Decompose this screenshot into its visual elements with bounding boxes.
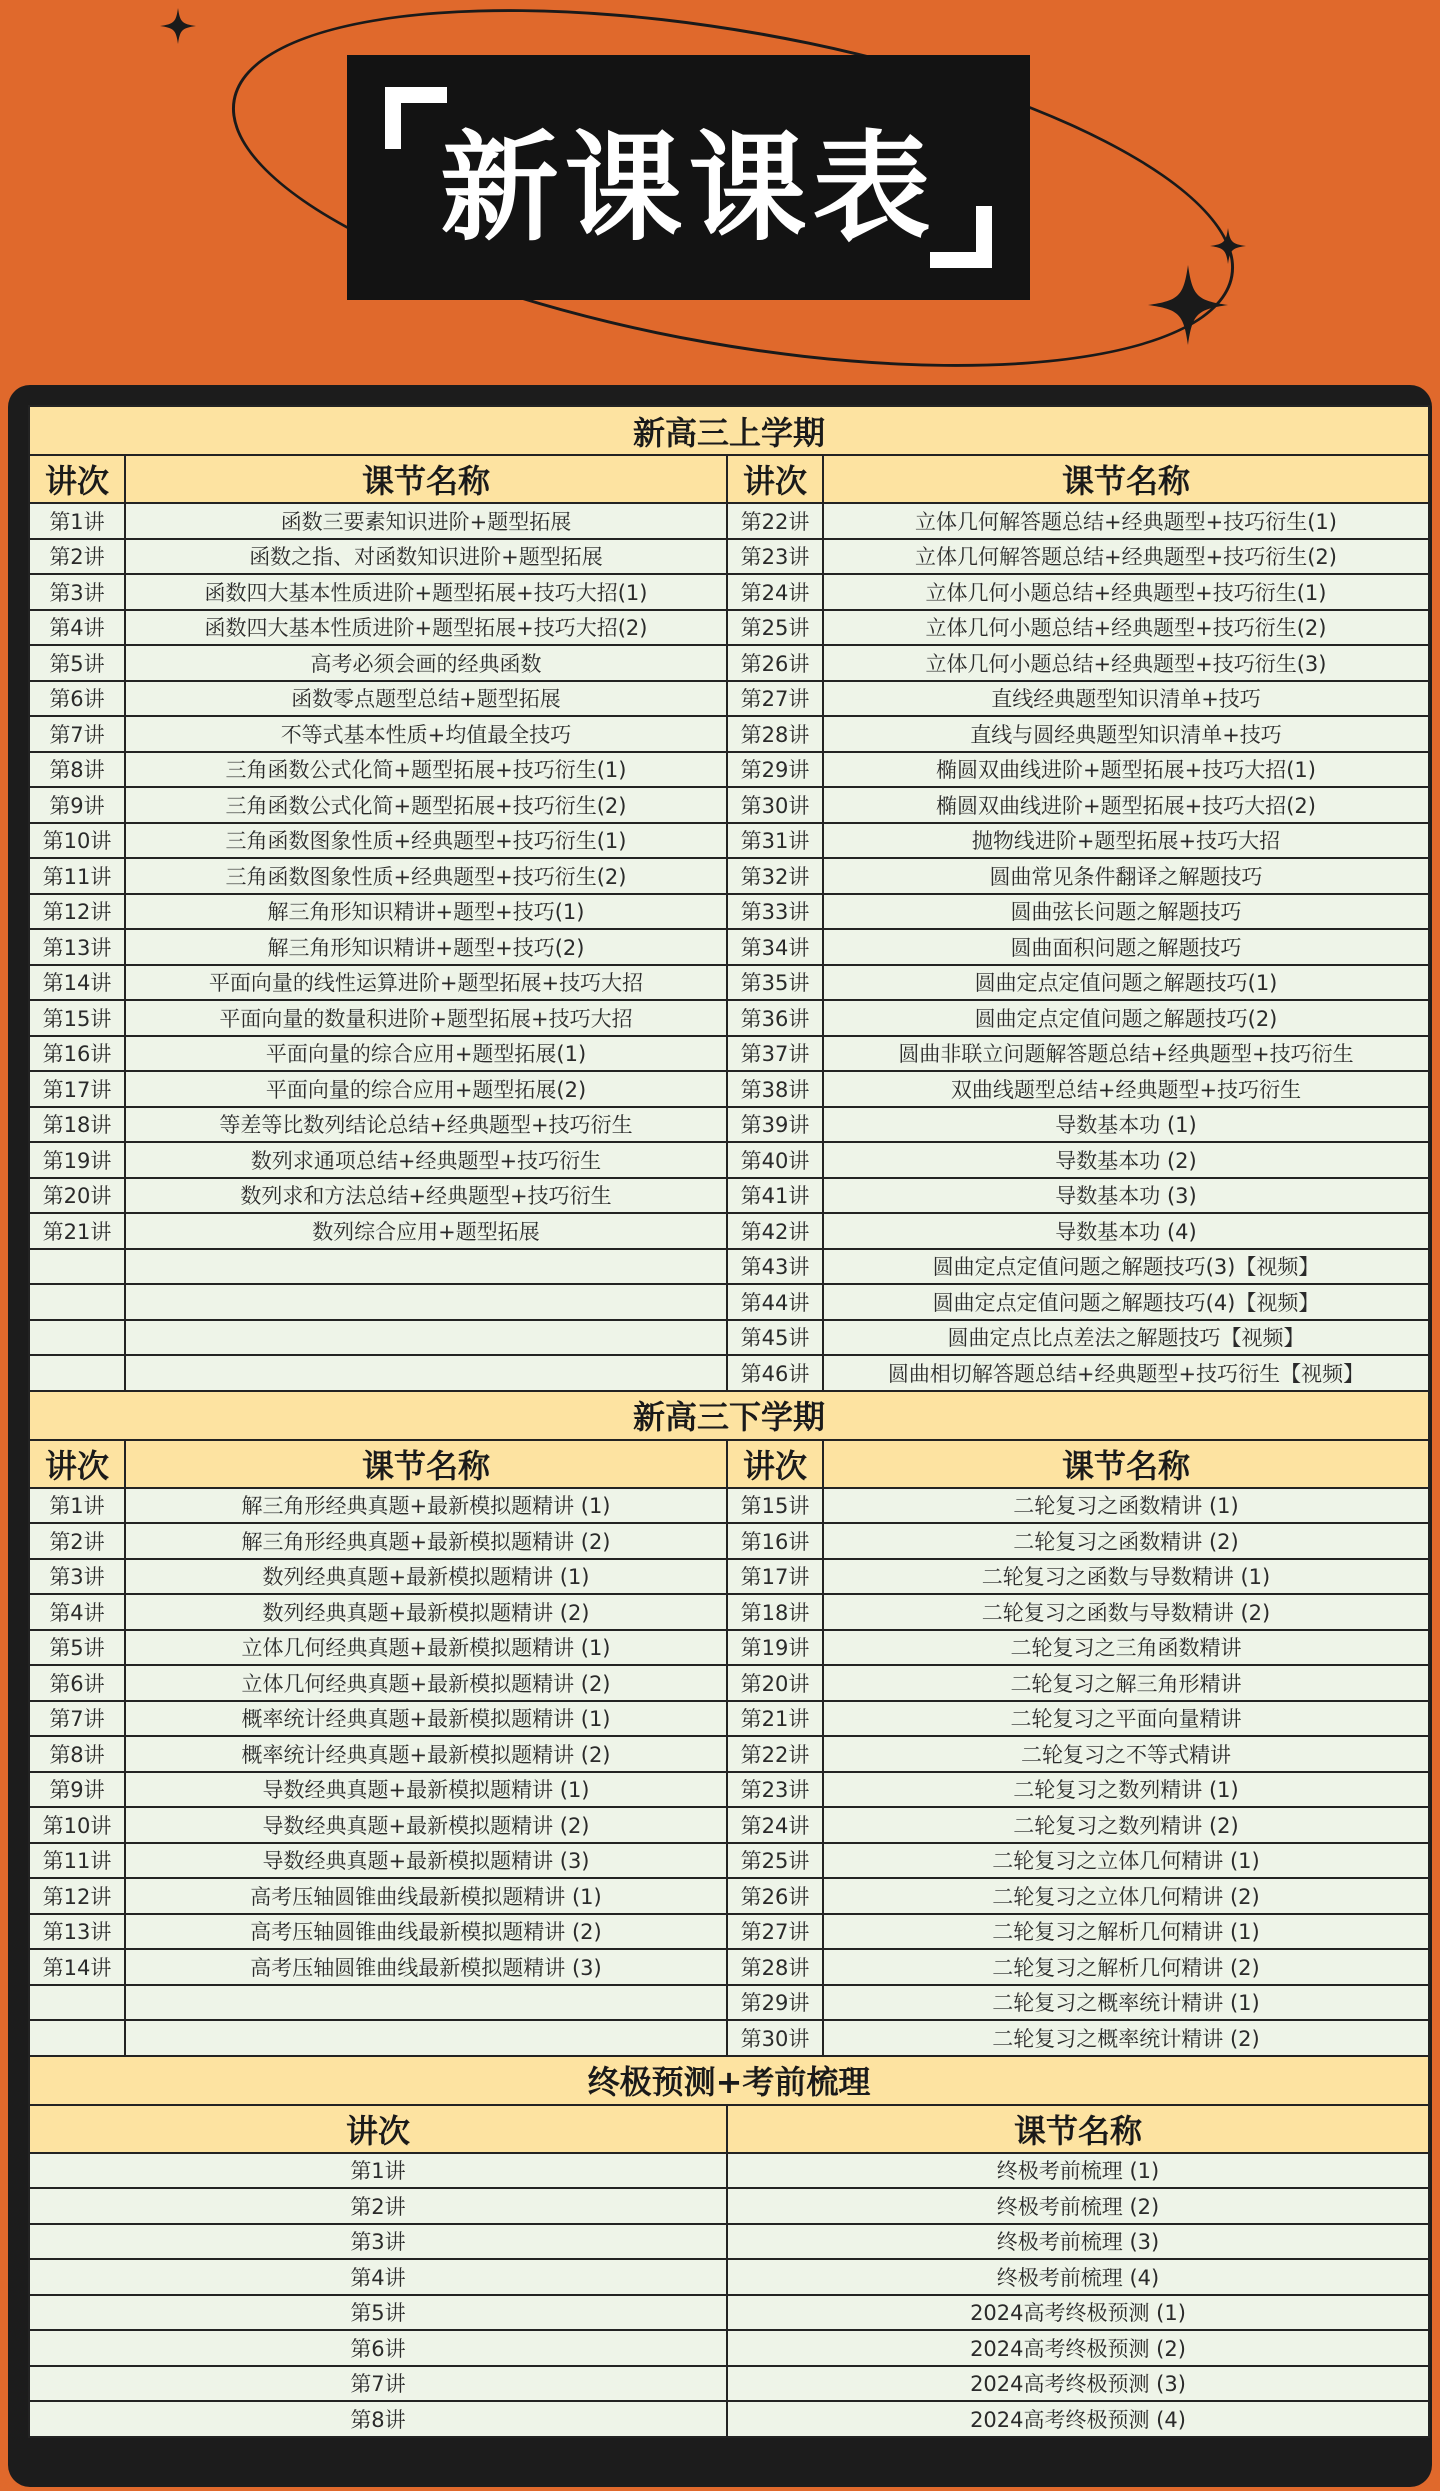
lecture-name: 高考压轴圆锥曲线最新模拟题精讲 (1)	[125, 1878, 727, 1914]
lecture-number: 第39讲	[727, 1107, 823, 1143]
lecture-number: 第28讲	[727, 716, 823, 752]
lecture-number: 第18讲	[727, 1594, 823, 1630]
lecture-number: 第33讲	[727, 894, 823, 930]
lecture-name: 二轮复习之三角函数精讲	[823, 1630, 1429, 1666]
lecture-name: 导数基本功 (4)	[823, 1213, 1429, 1249]
lecture-number: 第6讲	[29, 2330, 727, 2366]
lecture-number: 第24讲	[727, 574, 823, 610]
lecture-name: 三角函数公式化简+题型拓展+技巧衍生(2)	[125, 787, 727, 823]
lecture-name: 函数三要素知识进阶+题型拓展	[125, 503, 727, 539]
lecture-number	[29, 2020, 125, 2056]
lecture-name: 二轮复习之解析几何精讲 (1)	[823, 1914, 1429, 1950]
table-row	[29, 1736, 1429, 1772]
section-title: 新高三下学期	[29, 1391, 1429, 1440]
section-title-row	[29, 2056, 1429, 2105]
lecture-name: 2024高考终极预测 (1)	[727, 2295, 1429, 2331]
sparkle-icon	[160, 8, 196, 44]
table-row	[29, 894, 1429, 930]
lecture-number: 第8讲	[29, 2401, 727, 2437]
lecture-name: 高考压轴圆锥曲线最新模拟题精讲 (2)	[125, 1914, 727, 1950]
lecture-number: 第5讲	[29, 1630, 125, 1666]
lecture-name: 数列经典真题+最新模拟题精讲 (1)	[125, 1559, 727, 1595]
table-row	[29, 2366, 1429, 2402]
table-row	[29, 1284, 1429, 1320]
lecture-number	[29, 1320, 125, 1356]
lecture-number: 第19讲	[29, 1142, 125, 1178]
table-row	[29, 2401, 1429, 2437]
table-row	[29, 1701, 1429, 1737]
lecture-name	[125, 1355, 727, 1391]
lecture-name: 平面向量的综合应用+题型拓展(1)	[125, 1036, 727, 1072]
column-header-num: 讲次	[29, 2105, 727, 2153]
lecture-name: 二轮复习之数列精讲 (2)	[823, 1807, 1429, 1843]
table-row	[29, 610, 1429, 646]
table-row	[29, 1878, 1429, 1914]
column-header-num: 讲次	[29, 455, 125, 503]
column-header-num: 讲次	[29, 1440, 125, 1488]
column-header-row	[29, 455, 1429, 503]
lecture-name: 三角函数公式化简+题型拓展+技巧衍生(1)	[125, 752, 727, 788]
lecture-name: 圆曲弦长问题之解题技巧	[823, 894, 1429, 930]
lecture-number: 第16讲	[727, 1523, 823, 1559]
table-row	[29, 752, 1429, 788]
lecture-number: 第44讲	[727, 1284, 823, 1320]
lecture-name: 概率统计经典真题+最新模拟题精讲 (1)	[125, 1701, 727, 1737]
column-header-name: 课节名称	[823, 1440, 1429, 1488]
schedule-table	[28, 405, 1430, 2438]
title-box	[347, 55, 1030, 300]
table-row	[29, 787, 1429, 823]
lecture-name	[125, 1320, 727, 1356]
lecture-name: 二轮复习之不等式精讲	[823, 1736, 1429, 1772]
lecture-name: 2024高考终极预测 (2)	[727, 2330, 1429, 2366]
lecture-number: 第28讲	[727, 1949, 823, 1985]
lecture-number: 第8讲	[29, 1736, 125, 1772]
lecture-number: 第26讲	[727, 645, 823, 681]
lecture-name: 立体几何经典真题+最新模拟题精讲 (1)	[125, 1630, 727, 1666]
lecture-number: 第3讲	[29, 1559, 125, 1595]
lecture-name: 双曲线题型总结+经典题型+技巧衍生	[823, 1071, 1429, 1107]
lecture-number: 第31讲	[727, 823, 823, 859]
lecture-number: 第25讲	[727, 610, 823, 646]
table-row	[29, 2224, 1429, 2260]
lecture-name: 二轮复习之立体几何精讲 (1)	[823, 1843, 1429, 1879]
table-row	[29, 1559, 1429, 1595]
lecture-number: 第38讲	[727, 1071, 823, 1107]
lecture-number: 第20讲	[727, 1665, 823, 1701]
lecture-name: 椭圆双曲线进阶+题型拓展+技巧大招(2)	[823, 787, 1429, 823]
lecture-number: 第10讲	[29, 1807, 125, 1843]
lecture-name: 导数经典真题+最新模拟题精讲 (1)	[125, 1772, 727, 1808]
lecture-name: 圆曲定点比点差法之解题技巧【视频】	[823, 1320, 1429, 1356]
lecture-name: 立体几何小题总结+经典题型+技巧衍生(1)	[823, 574, 1429, 610]
lecture-name: 三角函数图象性质+经典题型+技巧衍生(1)	[125, 823, 727, 859]
lecture-number: 第9讲	[29, 787, 125, 823]
section-title: 新高三上学期	[29, 406, 1429, 455]
lecture-name: 导数经典真题+最新模拟题精讲 (3)	[125, 1843, 727, 1879]
lecture-number: 第5讲	[29, 645, 125, 681]
section-title-row	[29, 1391, 1429, 1440]
lecture-number: 第2讲	[29, 539, 125, 575]
column-header-name: 课节名称	[125, 1440, 727, 1488]
table-row	[29, 1843, 1429, 1879]
lecture-name: 导数经典真题+最新模拟题精讲 (2)	[125, 1807, 727, 1843]
lecture-name: 圆曲定点定值问题之解题技巧(1)	[823, 965, 1429, 1001]
lecture-number: 第43讲	[727, 1249, 823, 1285]
lecture-name: 二轮复习之函数精讲 (1)	[823, 1488, 1429, 1524]
lecture-name: 二轮复习之概率统计精讲 (2)	[823, 2020, 1429, 2056]
table-row	[29, 1071, 1429, 1107]
lecture-name: 2024高考终极预测 (4)	[727, 2401, 1429, 2437]
lecture-name: 数列经典真题+最新模拟题精讲 (2)	[125, 1594, 727, 1630]
lecture-number: 第3讲	[29, 574, 125, 610]
table-row	[29, 1355, 1429, 1391]
lecture-name: 立体几何经典真题+最新模拟题精讲 (2)	[125, 1665, 727, 1701]
lecture-number: 第18讲	[29, 1107, 125, 1143]
lecture-name: 平面向量的数量积进阶+题型拓展+技巧大招	[125, 1000, 727, 1036]
table-row	[29, 2020, 1429, 2056]
lecture-number: 第5讲	[29, 2295, 727, 2331]
lecture-name: 二轮复习之函数与导数精讲 (1)	[823, 1559, 1429, 1595]
lecture-number: 第14讲	[29, 1949, 125, 1985]
lecture-name: 函数四大基本性质进阶+题型拓展+技巧大招(2)	[125, 610, 727, 646]
lecture-number: 第17讲	[727, 1559, 823, 1595]
lecture-name: 圆曲定点定值问题之解题技巧(2)	[823, 1000, 1429, 1036]
lecture-name: 二轮复习之函数精讲 (2)	[823, 1523, 1429, 1559]
lecture-name: 立体几何小题总结+经典题型+技巧衍生(3)	[823, 645, 1429, 681]
lecture-name: 高考压轴圆锥曲线最新模拟题精讲 (3)	[125, 1949, 727, 1985]
lecture-number: 第23讲	[727, 1772, 823, 1808]
lecture-number: 第11讲	[29, 1843, 125, 1879]
lecture-name: 二轮复习之概率统计精讲 (1)	[823, 1985, 1429, 2021]
lecture-number: 第13讲	[29, 929, 125, 965]
lecture-number: 第22讲	[727, 503, 823, 539]
lecture-number: 第13讲	[29, 1914, 125, 1950]
table-row	[29, 1249, 1429, 1285]
lecture-name: 圆曲常见条件翻译之解题技巧	[823, 858, 1429, 894]
lecture-number: 第29讲	[727, 752, 823, 788]
table-row	[29, 2259, 1429, 2295]
column-header-num: 讲次	[727, 455, 823, 503]
section-title: 终极预测+考前梳理	[29, 2056, 1429, 2105]
lecture-number: 第19讲	[727, 1630, 823, 1666]
table-row	[29, 681, 1429, 717]
column-header-num: 讲次	[727, 1440, 823, 1488]
lecture-number: 第14讲	[29, 965, 125, 1001]
lecture-number: 第7讲	[29, 1701, 125, 1737]
lecture-number: 第4讲	[29, 610, 125, 646]
lecture-number: 第45讲	[727, 1320, 823, 1356]
lecture-name: 圆曲相切解答题总结+经典题型+技巧衍生【视频】	[823, 1355, 1429, 1391]
lecture-number: 第1讲	[29, 503, 125, 539]
table-row	[29, 1665, 1429, 1701]
lecture-name: 函数四大基本性质进阶+题型拓展+技巧大招(1)	[125, 574, 727, 610]
lecture-number: 第35讲	[727, 965, 823, 1001]
lecture-number: 第37讲	[727, 1036, 823, 1072]
lecture-number: 第40讲	[727, 1142, 823, 1178]
section-title-row	[29, 406, 1429, 455]
page-title: 新课课表	[440, 118, 937, 257]
lecture-number: 第27讲	[727, 1914, 823, 1950]
table-row	[29, 574, 1429, 610]
lecture-number: 第27讲	[727, 681, 823, 717]
table-row	[29, 1142, 1429, 1178]
lecture-name: 二轮复习之数列精讲 (1)	[823, 1772, 1429, 1808]
sparkle-icon	[1148, 265, 1228, 345]
lecture-number: 第41讲	[727, 1178, 823, 1214]
lecture-name: 数列求和方法总结+经典题型+技巧衍生	[125, 1178, 727, 1214]
column-header-name: 课节名称	[727, 2105, 1429, 2153]
lecture-number: 第9讲	[29, 1772, 125, 1808]
lecture-number: 第30讲	[727, 787, 823, 823]
lecture-number: 第15讲	[29, 1000, 125, 1036]
table-row	[29, 1213, 1429, 1249]
lecture-name: 数列求通项总结+经典题型+技巧衍生	[125, 1142, 727, 1178]
lecture-number: 第23讲	[727, 539, 823, 575]
table-row	[29, 539, 1429, 575]
schedule-frame	[8, 385, 1432, 2487]
lecture-name: 等差等比数列结论总结+经典题型+技巧衍生	[125, 1107, 727, 1143]
lecture-name: 立体几何解答题总结+经典题型+技巧衍生(2)	[823, 539, 1429, 575]
lecture-name: 二轮复习之解析几何精讲 (2)	[823, 1949, 1429, 1985]
lecture-name: 高考必须会画的经典函数	[125, 645, 727, 681]
lecture-name: 立体几何小题总结+经典题型+技巧衍生(2)	[823, 610, 1429, 646]
table-row	[29, 1488, 1429, 1524]
column-header-row	[29, 2105, 1429, 2153]
lecture-number: 第2讲	[29, 1523, 125, 1559]
table-row	[29, 2153, 1429, 2189]
sparkle-icon	[1210, 228, 1246, 264]
lecture-number: 第46讲	[727, 1355, 823, 1391]
lecture-number: 第25讲	[727, 1843, 823, 1879]
table-row	[29, 503, 1429, 539]
table-row	[29, 858, 1429, 894]
lecture-number: 第29讲	[727, 1985, 823, 2021]
lecture-name: 二轮复习之函数与导数精讲 (2)	[823, 1594, 1429, 1630]
table-row	[29, 1107, 1429, 1143]
lecture-name: 平面向量的线性运算进阶+题型拓展+技巧大招	[125, 965, 727, 1001]
table-row	[29, 965, 1429, 1001]
lecture-name: 抛物线进阶+题型拓展+技巧大招	[823, 823, 1429, 859]
lecture-number: 第2讲	[29, 2188, 727, 2224]
lecture-name: 直线与圆经典题型知识清单+技巧	[823, 716, 1429, 752]
table-row	[29, 645, 1429, 681]
lecture-name: 2024高考终极预测 (3)	[727, 2366, 1429, 2402]
lecture-number: 第7讲	[29, 716, 125, 752]
table-row	[29, 1807, 1429, 1843]
lecture-number: 第36讲	[727, 1000, 823, 1036]
lecture-name: 终极考前梳理 (1)	[727, 2153, 1429, 2189]
lecture-number: 第7讲	[29, 2366, 727, 2402]
table-row	[29, 1772, 1429, 1808]
lecture-name: 终极考前梳理 (2)	[727, 2188, 1429, 2224]
table-row	[29, 929, 1429, 965]
lecture-number	[29, 1985, 125, 2021]
lecture-name: 导数基本功 (3)	[823, 1178, 1429, 1214]
lecture-name: 圆曲定点定值问题之解题技巧(4)【视频】	[823, 1284, 1429, 1320]
lecture-name: 圆曲面积问题之解题技巧	[823, 929, 1429, 965]
lecture-name: 圆曲非联立问题解答题总结+经典题型+技巧衍生	[823, 1036, 1429, 1072]
lecture-name: 不等式基本性质+均值最全技巧	[125, 716, 727, 752]
lecture-name: 解三角形经典真题+最新模拟题精讲 (2)	[125, 1523, 727, 1559]
lecture-number: 第16讲	[29, 1036, 125, 1072]
lecture-name: 立体几何解答题总结+经典题型+技巧衍生(1)	[823, 503, 1429, 539]
lecture-name: 椭圆双曲线进阶+题型拓展+技巧大招(1)	[823, 752, 1429, 788]
header-banner	[0, 0, 1440, 380]
lecture-name: 数列综合应用+题型拓展	[125, 1213, 727, 1249]
lecture-number: 第17讲	[29, 1071, 125, 1107]
lecture-name: 终极考前梳理 (3)	[727, 2224, 1429, 2260]
lecture-name: 解三角形知识精讲+题型+技巧(2)	[125, 929, 727, 965]
lecture-number: 第15讲	[727, 1488, 823, 1524]
lecture-number: 第24讲	[727, 1807, 823, 1843]
table-row	[29, 1985, 1429, 2021]
table-row	[29, 2330, 1429, 2366]
table-row	[29, 716, 1429, 752]
lecture-name: 解三角形知识精讲+题型+技巧(1)	[125, 894, 727, 930]
lecture-number: 第42讲	[727, 1213, 823, 1249]
schedule-table-wrap	[28, 405, 1428, 2438]
table-row	[29, 823, 1429, 859]
lecture-name: 解三角形经典真题+最新模拟题精讲 (1)	[125, 1488, 727, 1524]
lecture-number: 第6讲	[29, 681, 125, 717]
lecture-number: 第32讲	[727, 858, 823, 894]
column-header-row	[29, 1440, 1429, 1488]
lecture-number	[29, 1249, 125, 1285]
lecture-number: 第6讲	[29, 1665, 125, 1701]
lecture-number: 第21讲	[727, 1701, 823, 1737]
table-row	[29, 1320, 1429, 1356]
table-row	[29, 2188, 1429, 2224]
column-header-name: 课节名称	[125, 455, 727, 503]
lecture-number: 第4讲	[29, 1594, 125, 1630]
lecture-number: 第26讲	[727, 1878, 823, 1914]
table-row	[29, 2295, 1429, 2331]
lecture-name: 导数基本功 (2)	[823, 1142, 1429, 1178]
lecture-number: 第34讲	[727, 929, 823, 965]
lecture-number: 第1讲	[29, 2153, 727, 2189]
lecture-name: 终极考前梳理 (4)	[727, 2259, 1429, 2295]
lecture-number: 第8讲	[29, 752, 125, 788]
lecture-name	[125, 1249, 727, 1285]
column-header-name: 课节名称	[823, 455, 1429, 503]
lecture-number: 第12讲	[29, 894, 125, 930]
lecture-number: 第12讲	[29, 1878, 125, 1914]
lecture-name: 概率统计经典真题+最新模拟题精讲 (2)	[125, 1736, 727, 1772]
lecture-number: 第4讲	[29, 2259, 727, 2295]
lecture-name: 二轮复习之平面向量精讲	[823, 1701, 1429, 1737]
lecture-number: 第21讲	[29, 1213, 125, 1249]
lecture-name	[125, 2020, 727, 2056]
table-row	[29, 1914, 1429, 1950]
table-row	[29, 1523, 1429, 1559]
lecture-number: 第11讲	[29, 858, 125, 894]
table-row	[29, 1000, 1429, 1036]
table-row	[29, 1036, 1429, 1072]
lecture-number	[29, 1355, 125, 1391]
lecture-name: 直线经典题型知识清单+技巧	[823, 681, 1429, 717]
table-row	[29, 1630, 1429, 1666]
lecture-name: 导数基本功 (1)	[823, 1107, 1429, 1143]
lecture-name: 三角函数图象性质+经典题型+技巧衍生(2)	[125, 858, 727, 894]
lecture-number: 第3讲	[29, 2224, 727, 2260]
lecture-number: 第22讲	[727, 1736, 823, 1772]
lecture-name: 圆曲定点定值问题之解题技巧(3)【视频】	[823, 1249, 1429, 1285]
lecture-number	[29, 1284, 125, 1320]
lecture-number: 第20讲	[29, 1178, 125, 1214]
lecture-number: 第1讲	[29, 1488, 125, 1524]
lecture-name: 函数之指、对函数知识进阶+题型拓展	[125, 539, 727, 575]
lecture-name: 函数零点题型总结+题型拓展	[125, 681, 727, 717]
lecture-name	[125, 1284, 727, 1320]
lecture-name: 二轮复习之解三角形精讲	[823, 1665, 1429, 1701]
table-row	[29, 1594, 1429, 1630]
lecture-name: 平面向量的综合应用+题型拓展(2)	[125, 1071, 727, 1107]
lecture-name	[125, 1985, 727, 2021]
lecture-number: 第10讲	[29, 823, 125, 859]
table-row	[29, 1949, 1429, 1985]
table-row	[29, 1178, 1429, 1214]
lecture-number: 第30讲	[727, 2020, 823, 2056]
lecture-name: 二轮复习之立体几何精讲 (2)	[823, 1878, 1429, 1914]
